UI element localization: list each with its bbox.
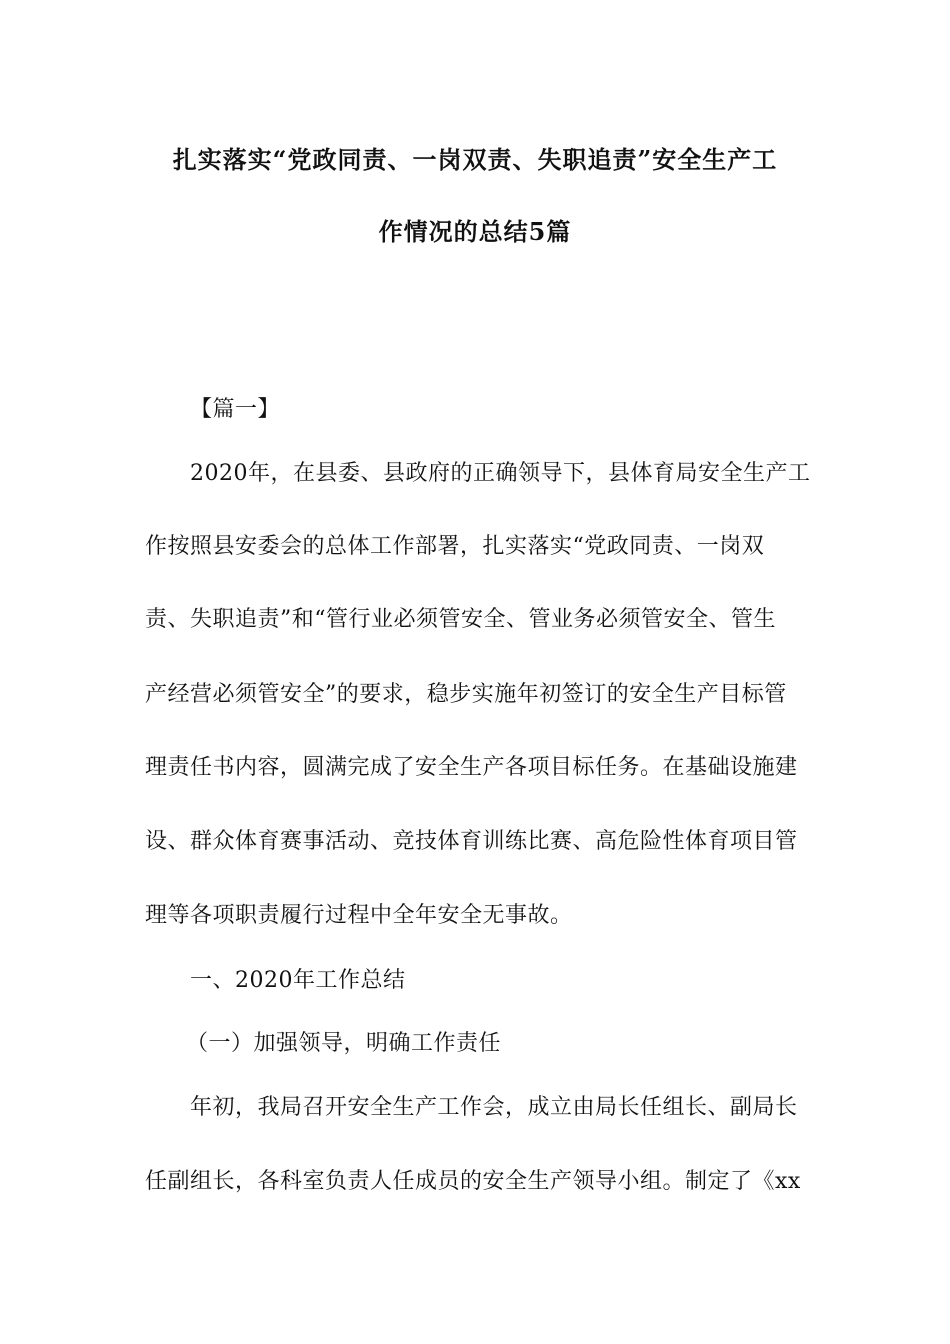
paragraph-1-line-3: 责、失职追责”和“管行业必须管安全、管业务必须管安全、管生 [145,607,776,632]
paragraph-2-line-2: 任副组长，各科室负责人任成员的安全生产领导小组。制定了《xx [145,1169,801,1194]
subsection-heading-1: （一）加强领导，明确工作责任 [186,1031,502,1056]
section-heading-1: 一、2020年工作总结 [190,968,406,993]
paragraph-1-line-5: 理责任书内容，圆满完成了安全生产各项目标任务。在基础设施建 [145,755,798,780]
paragraph-1-line-4: 产经营必须管安全”的要求，稳步实施年初签订的安全生产目标管 [145,682,787,707]
section-heading-pian-yi: 【篇一】 [190,397,281,422]
paragraph-1-line-6: 设、群众体育赛事活动、竞技体育训练比赛、高危险性体育项目管 [145,829,798,854]
document-title-line-1: 扎实落实“党政同责、一岗双责、失职追责”安全生产工 [172,145,778,174]
paragraph-1-line-1: 2020年，在县委、县政府的正确领导下，县体育局安全生产工 [190,461,811,486]
paragraph-1-line-2: 作按照县安委会的总体工作部署，扎实落实“党政同责、一岗双 [145,534,765,559]
paragraph-2-line-1: 年初，我局召开安全生产工作会，成立由局长任组长、副局长 [190,1095,798,1120]
document-title-line-2: 作情况的总结5篇 [378,217,572,246]
paragraph-1-line-7: 理等各项职责履行过程中全年安全无事故。 [145,903,573,928]
